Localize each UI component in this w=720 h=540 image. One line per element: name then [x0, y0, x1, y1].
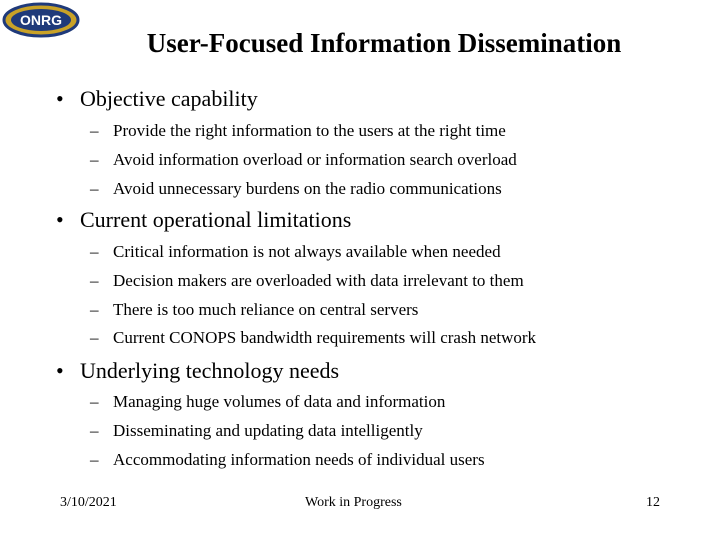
bullet-heading: Underlying technology needs	[80, 358, 340, 383]
sub-bullet-dash: –	[90, 392, 99, 411]
sub-bullet-text: Avoid unnecessary burdens on the radio communications	[113, 179, 502, 198]
footer-center-text: Work in Progress	[305, 495, 402, 510]
bullet-current-operational-limitations	[56, 207, 351, 233]
sub-bullet-text: Provide the right information to the users at the right time	[113, 121, 506, 140]
bullet-dot: •	[56, 86, 64, 111]
sub-bullet-dash: –	[90, 179, 99, 198]
sub-bullet-text: Decision makers are overloaded with data irrelevant to them	[113, 271, 524, 290]
sub-bullet-dash: –	[90, 421, 99, 440]
sub-bullet-dash: –	[90, 300, 99, 319]
logo-text: ONRG	[20, 12, 62, 28]
sub-bullet-dash: –	[90, 121, 99, 140]
sub-bullet-text: There is too much reliance on central servers	[113, 300, 419, 319]
bullet-underlying-technology-needs	[56, 358, 339, 384]
bullet-dot: •	[56, 207, 64, 232]
sub-bullet-text: Current CONOPS bandwidth requirements will crash network	[113, 328, 537, 347]
sub-bullet-text: Avoid information overload or information search overload	[113, 150, 517, 169]
slide-title: User-Focused Information Dissemination	[146, 28, 622, 58]
bullet-objective-capability	[56, 86, 258, 112]
sub-bullet-text: Critical information is not always available when needed	[113, 242, 501, 261]
footer-page-number: 12	[646, 495, 660, 510]
sub-bullet-dash: –	[90, 271, 99, 290]
sub-bullet-text: Accommodating information needs of individual users	[113, 450, 485, 469]
sub-bullet-dash: –	[90, 150, 99, 169]
sub-bullet-dash: –	[90, 242, 99, 261]
sub-bullet-dash: –	[90, 328, 99, 347]
sub-bullet-dash: –	[90, 450, 99, 469]
bullet-heading: Objective capability	[80, 86, 258, 111]
sub-bullet-text: Managing huge volumes of data and information	[113, 392, 446, 411]
sub-bullet-text: Disseminating and updating data intelligently	[113, 421, 423, 440]
footer-date: 3/10/2021	[60, 495, 117, 510]
bullet-dot: •	[56, 358, 64, 383]
bullet-heading: Current operational limitations	[80, 207, 352, 232]
